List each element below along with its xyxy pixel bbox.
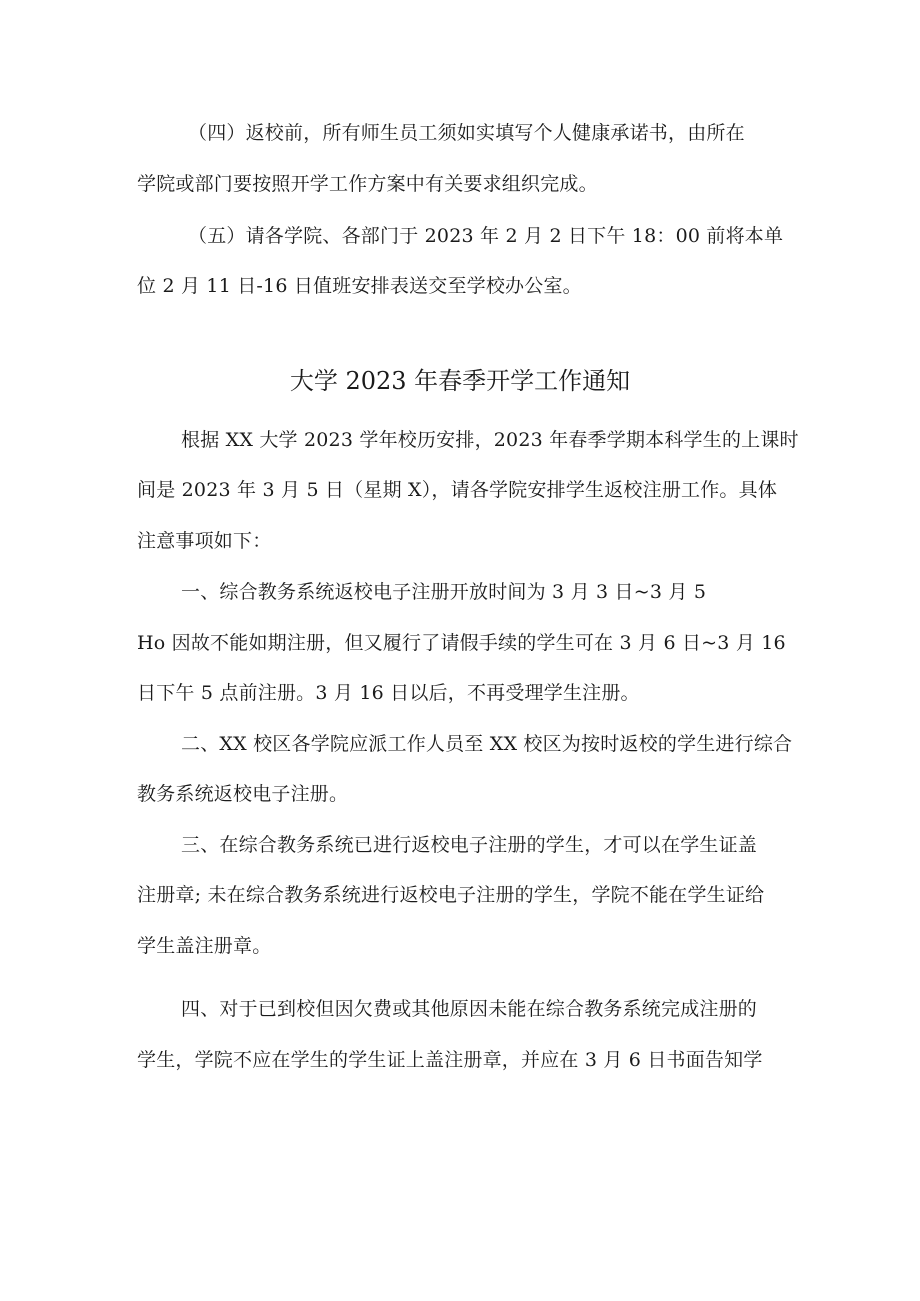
notice-title: 大学 2023 年春季开学工作通知 xyxy=(289,367,631,395)
text-line: 学生盖注册章。 xyxy=(137,935,272,957)
text-line: 四、对于已到校但因欠费或其他原因未能在综合教务系统完成注册的 xyxy=(181,998,758,1020)
text-line: 学生，学院不应在学生的学生证上盖注册章，并应在 3 月 6 日书面告知学 xyxy=(137,1049,763,1071)
text-line: （四）返校前，所有师生员工须如实填写个人健康承诺书，由所在 xyxy=(188,122,745,144)
text-line: 学院或部门要按照开学工作方案中有关要求组织完成。 xyxy=(137,173,598,195)
text-line: 根据 XX 大学 2023 学年校历安排，2023 年春季学期本科学生的上课时 xyxy=(181,429,799,451)
text-line: Ho 因故不能如期注册，但又履行了请假手续的学生可在 3 月 6 日~3 月 16 xyxy=(137,632,786,654)
text-line: 三、在综合教务系统已进行返校电子注册的学生，才可以在学生证盖 xyxy=(181,834,758,856)
text-line: 注意事项如下： xyxy=(137,530,272,552)
text-line: 一、综合教务系统返校电子注册开放时间为 3 月 3 日~3 月 5 xyxy=(181,581,707,603)
text-line: 二、XX 校区各学院应派工作人员至 XX 校区为按时返校的学生进行综合 xyxy=(181,733,793,755)
text-line: 位 2 月 11 日-16 日值班安排表送交至学校办公室。 xyxy=(137,275,582,297)
text-line: 间是 2023 年 3 月 5 日（星期 X），请各学院安排学生返校注册工作。具体 xyxy=(137,479,778,501)
text-line: 教务系统返校电子注册。 xyxy=(137,783,349,805)
text-line: 注册章; 未在综合教务系统进行返校电子注册的学生，学院不能在学生证给 xyxy=(137,884,765,906)
text-line: （五）请各学院、各部门于 2023 年 2 月 2 日下午 18：00 前将本单 xyxy=(188,225,784,247)
text-line: 日下午 5 点前注册。3 月 16 日以后，不再受理学生注册。 xyxy=(137,682,640,704)
